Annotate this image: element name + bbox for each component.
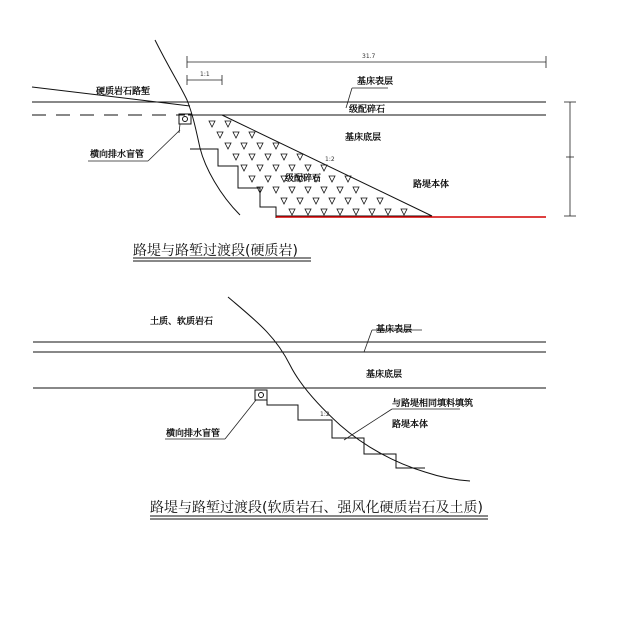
label-embankment-body-1: 路堤本体 <box>413 180 450 190</box>
gravel-triangle-mark <box>329 176 335 182</box>
label-drain-pipe-1: 横向排水盲管 <box>90 150 145 160</box>
ground-profile-line <box>155 40 240 215</box>
gravel-triangle-mark <box>337 209 343 215</box>
gravel-triangle-mark <box>265 154 271 160</box>
diagram1-title: 路堤与路堑过渡段(硬质岩) <box>133 243 298 259</box>
gravel-triangle-mark <box>305 165 311 171</box>
gravel-triangle-mark <box>241 165 247 171</box>
label-same-fill: 与路堤相同填料填筑 <box>392 399 474 409</box>
gravel-triangle-mark <box>249 132 255 138</box>
label-subgrade-surface-2: 基床表层 <box>376 325 413 335</box>
diagram2-title: 路堤与路堑过渡段(软质岩石、强风化硬质岩石及土质) <box>150 500 483 516</box>
gravel-triangle-mark <box>353 209 359 215</box>
gravel-triangle-mark <box>225 143 231 149</box>
small-dimension-text: 1:1 <box>200 71 210 78</box>
label-embankment-body-2: 路堤本体 <box>392 420 429 430</box>
diagram-hard-rock <box>32 40 576 261</box>
gravel-triangle-mark <box>233 132 239 138</box>
gravel-triangle-mark <box>257 165 263 171</box>
gravel-triangle-mark <box>217 132 223 138</box>
label-drain-pipe-2: 横向排水盲管 <box>166 429 221 439</box>
gravel-triangle-mark <box>281 154 287 160</box>
diagram-soft-rock <box>33 297 546 519</box>
gravel-triangle-mark <box>345 198 351 204</box>
gravel-triangle-mark <box>281 198 287 204</box>
gravel-triangle-mark <box>353 187 359 193</box>
label-subgrade-surface-1: 基床表层 <box>357 77 394 87</box>
gravel-triangle-mark <box>297 198 303 204</box>
top-dimension-text: 31.7 <box>362 53 376 60</box>
gravel-triangle-mark <box>329 198 335 204</box>
gravel-triangle-mark <box>257 143 263 149</box>
drain-pipe-box-2 <box>255 390 267 400</box>
label-graded-gravel-mid: 级配碎石 <box>285 174 322 184</box>
gravel-triangle-mark <box>321 187 327 193</box>
gravel-triangle-mark <box>305 187 311 193</box>
gravel-triangle-mark <box>273 187 279 193</box>
gravel-triangle-mark <box>265 176 271 182</box>
label-slope-ratio-1: 1:2 <box>325 156 335 163</box>
gravel-triangle-mark <box>305 209 311 215</box>
gravel-triangle-mark <box>313 198 319 204</box>
label-hard-rock-cut: 硬质岩石路堑 <box>96 87 151 97</box>
gravel-triangle-mark <box>289 209 295 215</box>
gravel-triangle-mark <box>361 198 367 204</box>
gravel-triangle-mark <box>321 209 327 215</box>
gravel-triangle-mark <box>289 165 295 171</box>
gravel-triangle-mark <box>369 209 375 215</box>
label-slope-ratio-2: 1:2 <box>320 411 330 418</box>
gravel-triangle-mark <box>273 165 279 171</box>
gravel-triangle-mark <box>377 198 383 204</box>
gravel-triangle-mark <box>401 209 407 215</box>
label-subgrade-bottom-2: 基床底层 <box>366 370 403 380</box>
gravel-triangle-mark <box>249 154 255 160</box>
gravel-triangle-mark <box>225 121 231 127</box>
gravel-triangle-mark <box>321 165 327 171</box>
gravel-triangle-mark <box>297 154 303 160</box>
gravel-triangle-mark <box>241 143 247 149</box>
label-subgrade-bottom-1: 基床底层 <box>345 133 382 143</box>
gravel-triangle-mark <box>385 209 391 215</box>
gravel-triangle-mark <box>337 187 343 193</box>
gravel-triangle-mark <box>209 121 215 127</box>
label-soil-rock: 土质、软质岩石 <box>150 317 214 327</box>
label-graded-gravel-top: 级配碎石 <box>349 105 386 115</box>
gravel-triangle-mark <box>273 143 279 149</box>
gravel-triangle-mark <box>233 154 239 160</box>
gravel-triangle-mark <box>289 187 295 193</box>
ground-profile-line-2 <box>228 297 470 481</box>
gravel-triangle-mark <box>249 176 255 182</box>
